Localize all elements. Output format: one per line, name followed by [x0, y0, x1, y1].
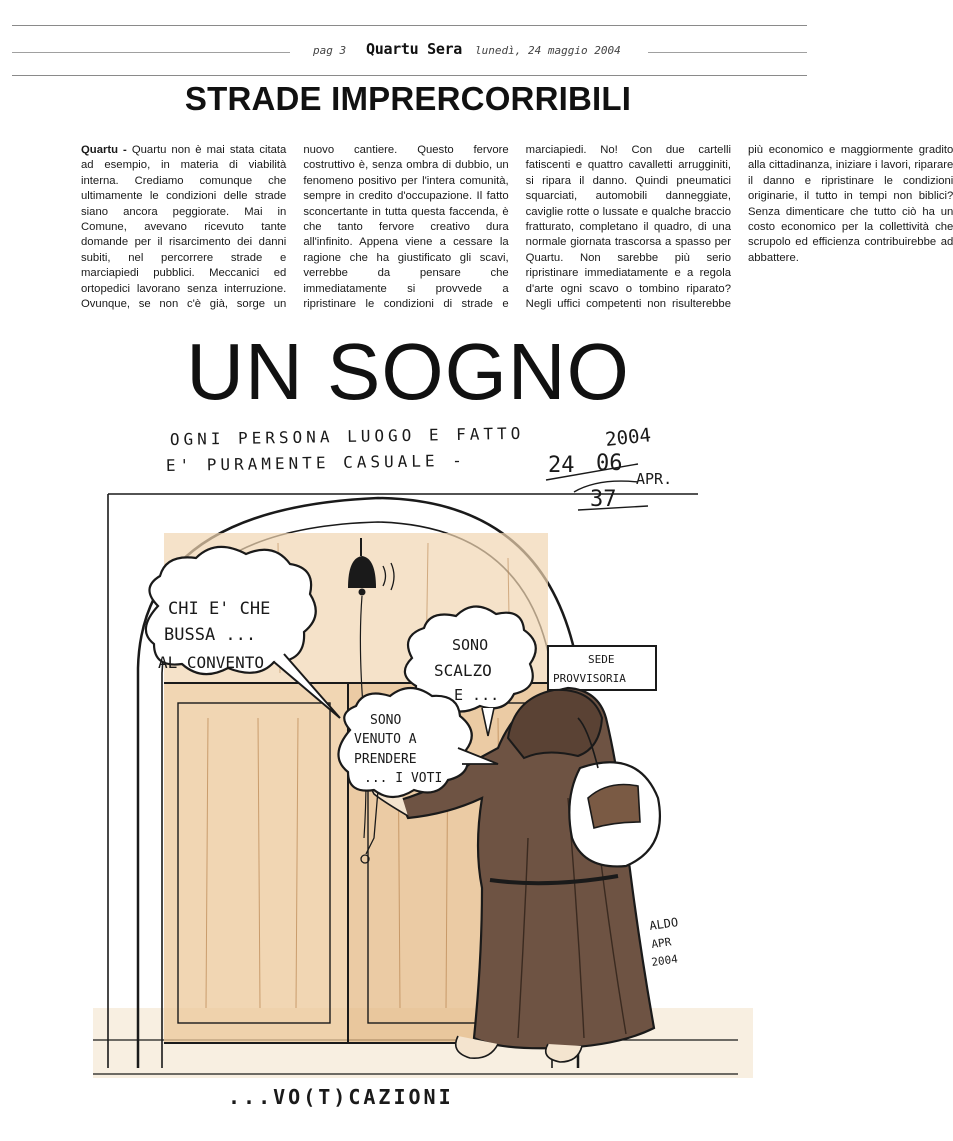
- bubble-center-line-1: SONO: [370, 713, 402, 728]
- article-text: Quartu non è mai stata citata ad esempio, in materia di viabilità interna. Crediamo comunque che ultimamente le condizioni delle strade siano ancora peggiorate. Mai in Comune, avevano ricevuto tante domande per il risarcimento dei danni subiti, nel percorrere strade e marciapiedi pubblici. Meccanici ed ortopedici lavorano senza interruzione. Ovunque, se non c'è già, sorge un nuovo cantiere. Questo fervore costruttivo è, senza ombra di dubbio, un fenomeno positivo per l'intera comunità, sempre in credito d'occupazione. Il fatto sconcertante in tutta questa faccenda, è che tanto fervore creativo dura all'infinito. Appena viene a cessare la ragione che ha giustificato gli scavi, verrebbe da pensare che immediatamente si provvede a ripristinare le condizioni di strade e marciapiedi. No! Con due cartelli fatiscenti e quattro cavalletti arrugginiti, si ripara il danno. Quindi pneumatici squarciati, automobili danneggiate, caviglie rotte o lussate e qualche braccio fratturato, completano il quadro, di una normale giornata trascorsa a spasso per Quartu. Non sarebbe più serio ripristinare immediatamente e a regola d'arte ogni scavo o tombino riparato? Negli uffici competenti non risulterebbe più economico e maggiormente gradito alla cittadinanza, iniziare i lavori, riparare il danno e ripristinare le condizioni originarie, il tutto in tempi non biblici? Senza dimenticare che tutto ciò ha un costo economico per la collettività che scrupolo ed efficienza contribuirebbe ad abbattere.: [81, 144, 953, 311]
- bubble-center-line-2: VENUTO A: [354, 732, 417, 747]
- article-headline: STRADE IMPRERCORRIBILI: [184, 80, 632, 117]
- provisional-sign: [548, 646, 656, 690]
- date-notes: [546, 424, 672, 512]
- masthead: [0, 41, 816, 63]
- bubble-left-line-2: BUSSA ...: [164, 625, 257, 645]
- top-rule: [12, 25, 807, 26]
- bubble-right-line-2: SCALZO: [434, 661, 492, 680]
- issue-date: lunedì, 24 maggio 2004: [475, 44, 621, 57]
- date-year: 2004: [604, 424, 653, 451]
- masthead-left-line: [12, 52, 290, 53]
- page-number: pag 3: [313, 44, 347, 57]
- signature-line-1: ALDO: [648, 915, 680, 933]
- masthead-bottom-rule: [12, 75, 807, 76]
- disclaimer-line-2: E' PURAMENTE CASUALE -: [165, 450, 466, 475]
- bubble-right-line-1: SONO: [452, 636, 489, 654]
- date-month: 06: [596, 451, 623, 476]
- bubble-center-line-3: PRENDERE: [354, 752, 417, 767]
- cartoon-illustration: [78, 418, 778, 1136]
- article-body: [81, 143, 953, 321]
- bubble-center-line-4: ... I VOTI: [364, 771, 443, 786]
- sign-line-2: PROVVISORIA: [553, 672, 626, 685]
- masthead-right-line: [648, 52, 807, 53]
- disclaimer-line-1: OGNI PERSONA LUOGO E FATTO: [169, 423, 525, 449]
- cartoon-caption: ...VO(T)CAZIONI: [228, 1085, 454, 1109]
- signature-line-3: 2004: [650, 952, 679, 969]
- date-number: 37: [590, 487, 617, 512]
- sign-line-1: SEDE: [588, 653, 615, 666]
- date-note: APR.: [636, 470, 673, 488]
- door-left: [164, 683, 348, 1043]
- artist-signature: [648, 915, 679, 969]
- cartoon-title: UN SOGNO: [186, 327, 630, 416]
- article-lead: Quartu -: [81, 144, 127, 156]
- date-day: 24: [548, 453, 575, 478]
- bubble-right-line-3: E ...: [454, 686, 500, 704]
- bubble-left-line-1: CHI E' CHE: [168, 599, 271, 619]
- newspaper-name: Quartu Sera: [366, 40, 463, 58]
- bubble-left-line-3: AL CONVENTO: [158, 653, 264, 672]
- signature-line-2: APR: [650, 935, 673, 951]
